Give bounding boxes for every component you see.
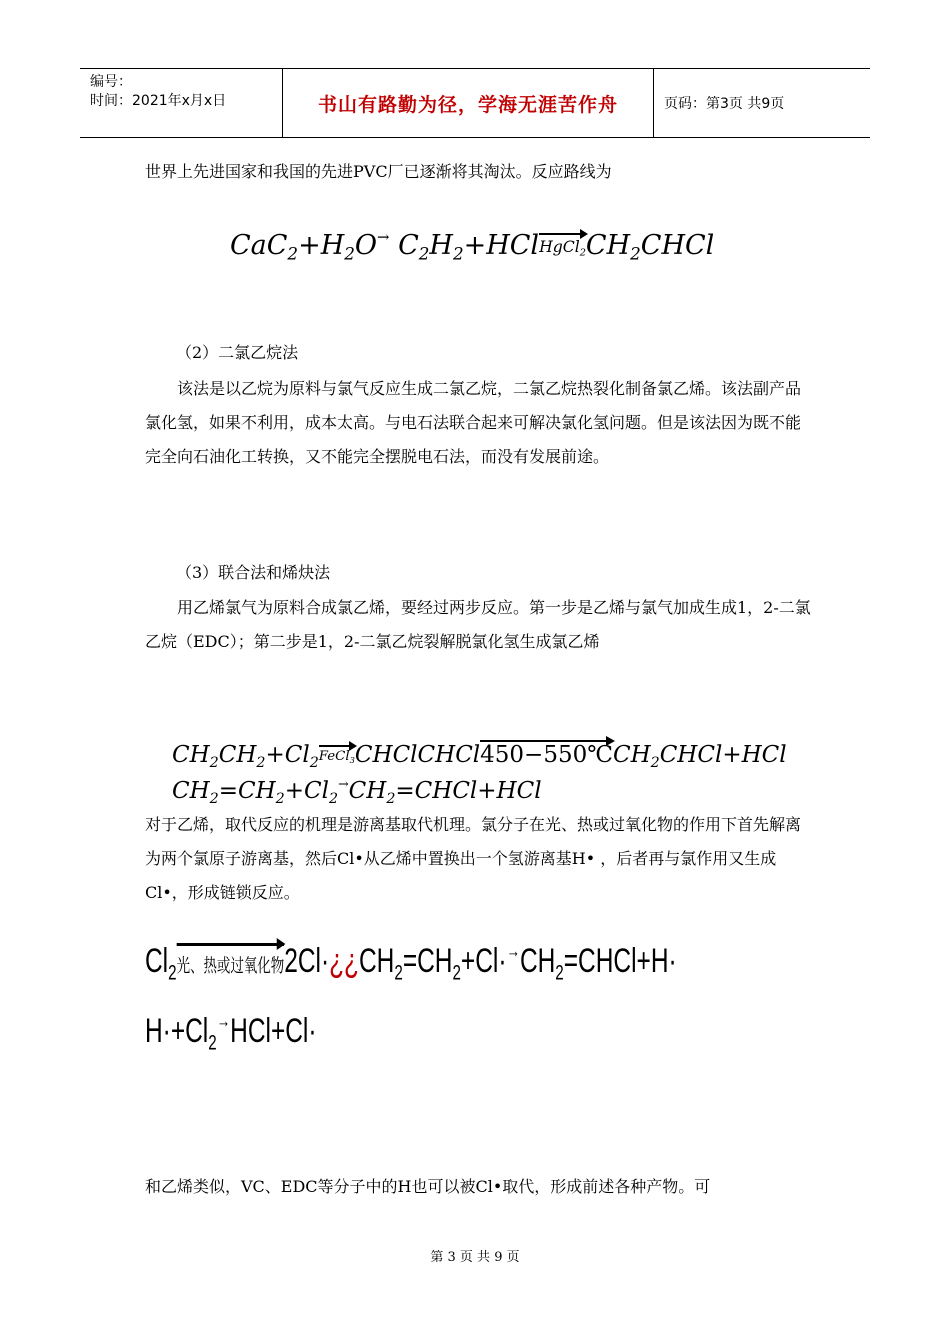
- section-heading-3: （3）联合法和烯炔法: [176, 563, 331, 582]
- condition-light-heat-peroxide: 光、热或过氧化物: [177, 951, 285, 978]
- catalyst-hgcl2: HgCl$_2$: [539, 237, 586, 258]
- reaction-arrow: [539, 233, 586, 235]
- reaction-arrow: [319, 745, 355, 747]
- header-motto-cell: [282, 69, 654, 137]
- section-heading-2: （2）二氯乙烷法: [176, 343, 299, 362]
- paragraph-4: 对于乙烯，取代反应的机理是游离基取代机理。氯分子在光、热或过氧化物的作用下首先解离为两个氯原子游离基，然后Cl•从乙烯中置换出一个氢游离基H• ，后者再与氯作用又生成Cl•，形成链锁反应。: [145, 815, 802, 902]
- paragraph-2: 该法是以乙烷为原料与氯气反应生成二氯乙烷，二氯乙烷热裂化制备氯乙烯。该法副产品氯化氢，如果不利用，成本太高。与电石法联合起来可解决氯化氢问题。但是该法因为既不能完全向石油化工转换，又不能完全摆脱电石法，而没有发展前途。: [145, 379, 802, 466]
- equation-radical-propagation: $H\cdot+Cl_2^\to HCl+Cl\cdot$: [145, 1010, 317, 1055]
- condition-temperature: 450−550℃: [480, 742, 613, 768]
- equation-calcium-carbide: $CaC_2+H_2O^\to$ $C_2H_2+HCl$ $HgCl_2CH_2CHCl$: [230, 228, 715, 264]
- catalyst-fecl3: FeCl$_3$: [319, 749, 355, 765]
- paragraph-3: 用乙烯氯气为原料合成氯乙烯，要经过两步反应。第一步是乙烯与氯气加成生成1，2-二氯乙烷（EDC）；第二步是1，2-二氯乙烷裂解脱氯化氢生成氯乙烯: [145, 598, 811, 651]
- broken-glyphs: ¿¿: [329, 941, 360, 980]
- header-motto: 书山有路勤为径，学海无涯苦作舟: [317, 93, 618, 116]
- reaction-arrow: [480, 740, 613, 742]
- page-header: [80, 68, 870, 138]
- time-label: 时间：2021年x月x日: [90, 93, 227, 109]
- equation-ethylene-chlorination: $CH_2CH_2+Cl_2$ FeCl$_3$CHClCHCl $450-550℃CH_2CHCl+HCl$: [172, 742, 787, 771]
- header-page-cell: [654, 69, 870, 137]
- equation-substitution: $CH_2=CH_2+Cl_2^\to CH_2=CHCl+HCl$: [172, 776, 542, 808]
- paragraph-5: 和乙烯类似，VC、EDC等分子中的H也可以被Cl•取代，形成前述各种产物。可: [145, 1177, 711, 1196]
- header-meta: [80, 69, 282, 137]
- paragraph-1: 世界上先进国家和我国的先进PVC厂已逐渐将其淘汰。反应路线为: [145, 162, 612, 181]
- equation-radical-initiation: $Cl_2$ 光、热或过氧化物$2Cl\cdot¿¿CH_2=CH_2+Cl\cdot^\to CH_2=CHCl+H\cdot$: [145, 940, 677, 985]
- number-label: 编号：: [90, 74, 132, 90]
- reaction-arrow: [177, 943, 285, 946]
- header-page-label: 页码：第3页 共9页: [664, 96, 785, 112]
- page-footer: 第 3 页 共 9 页: [430, 1250, 520, 1265]
